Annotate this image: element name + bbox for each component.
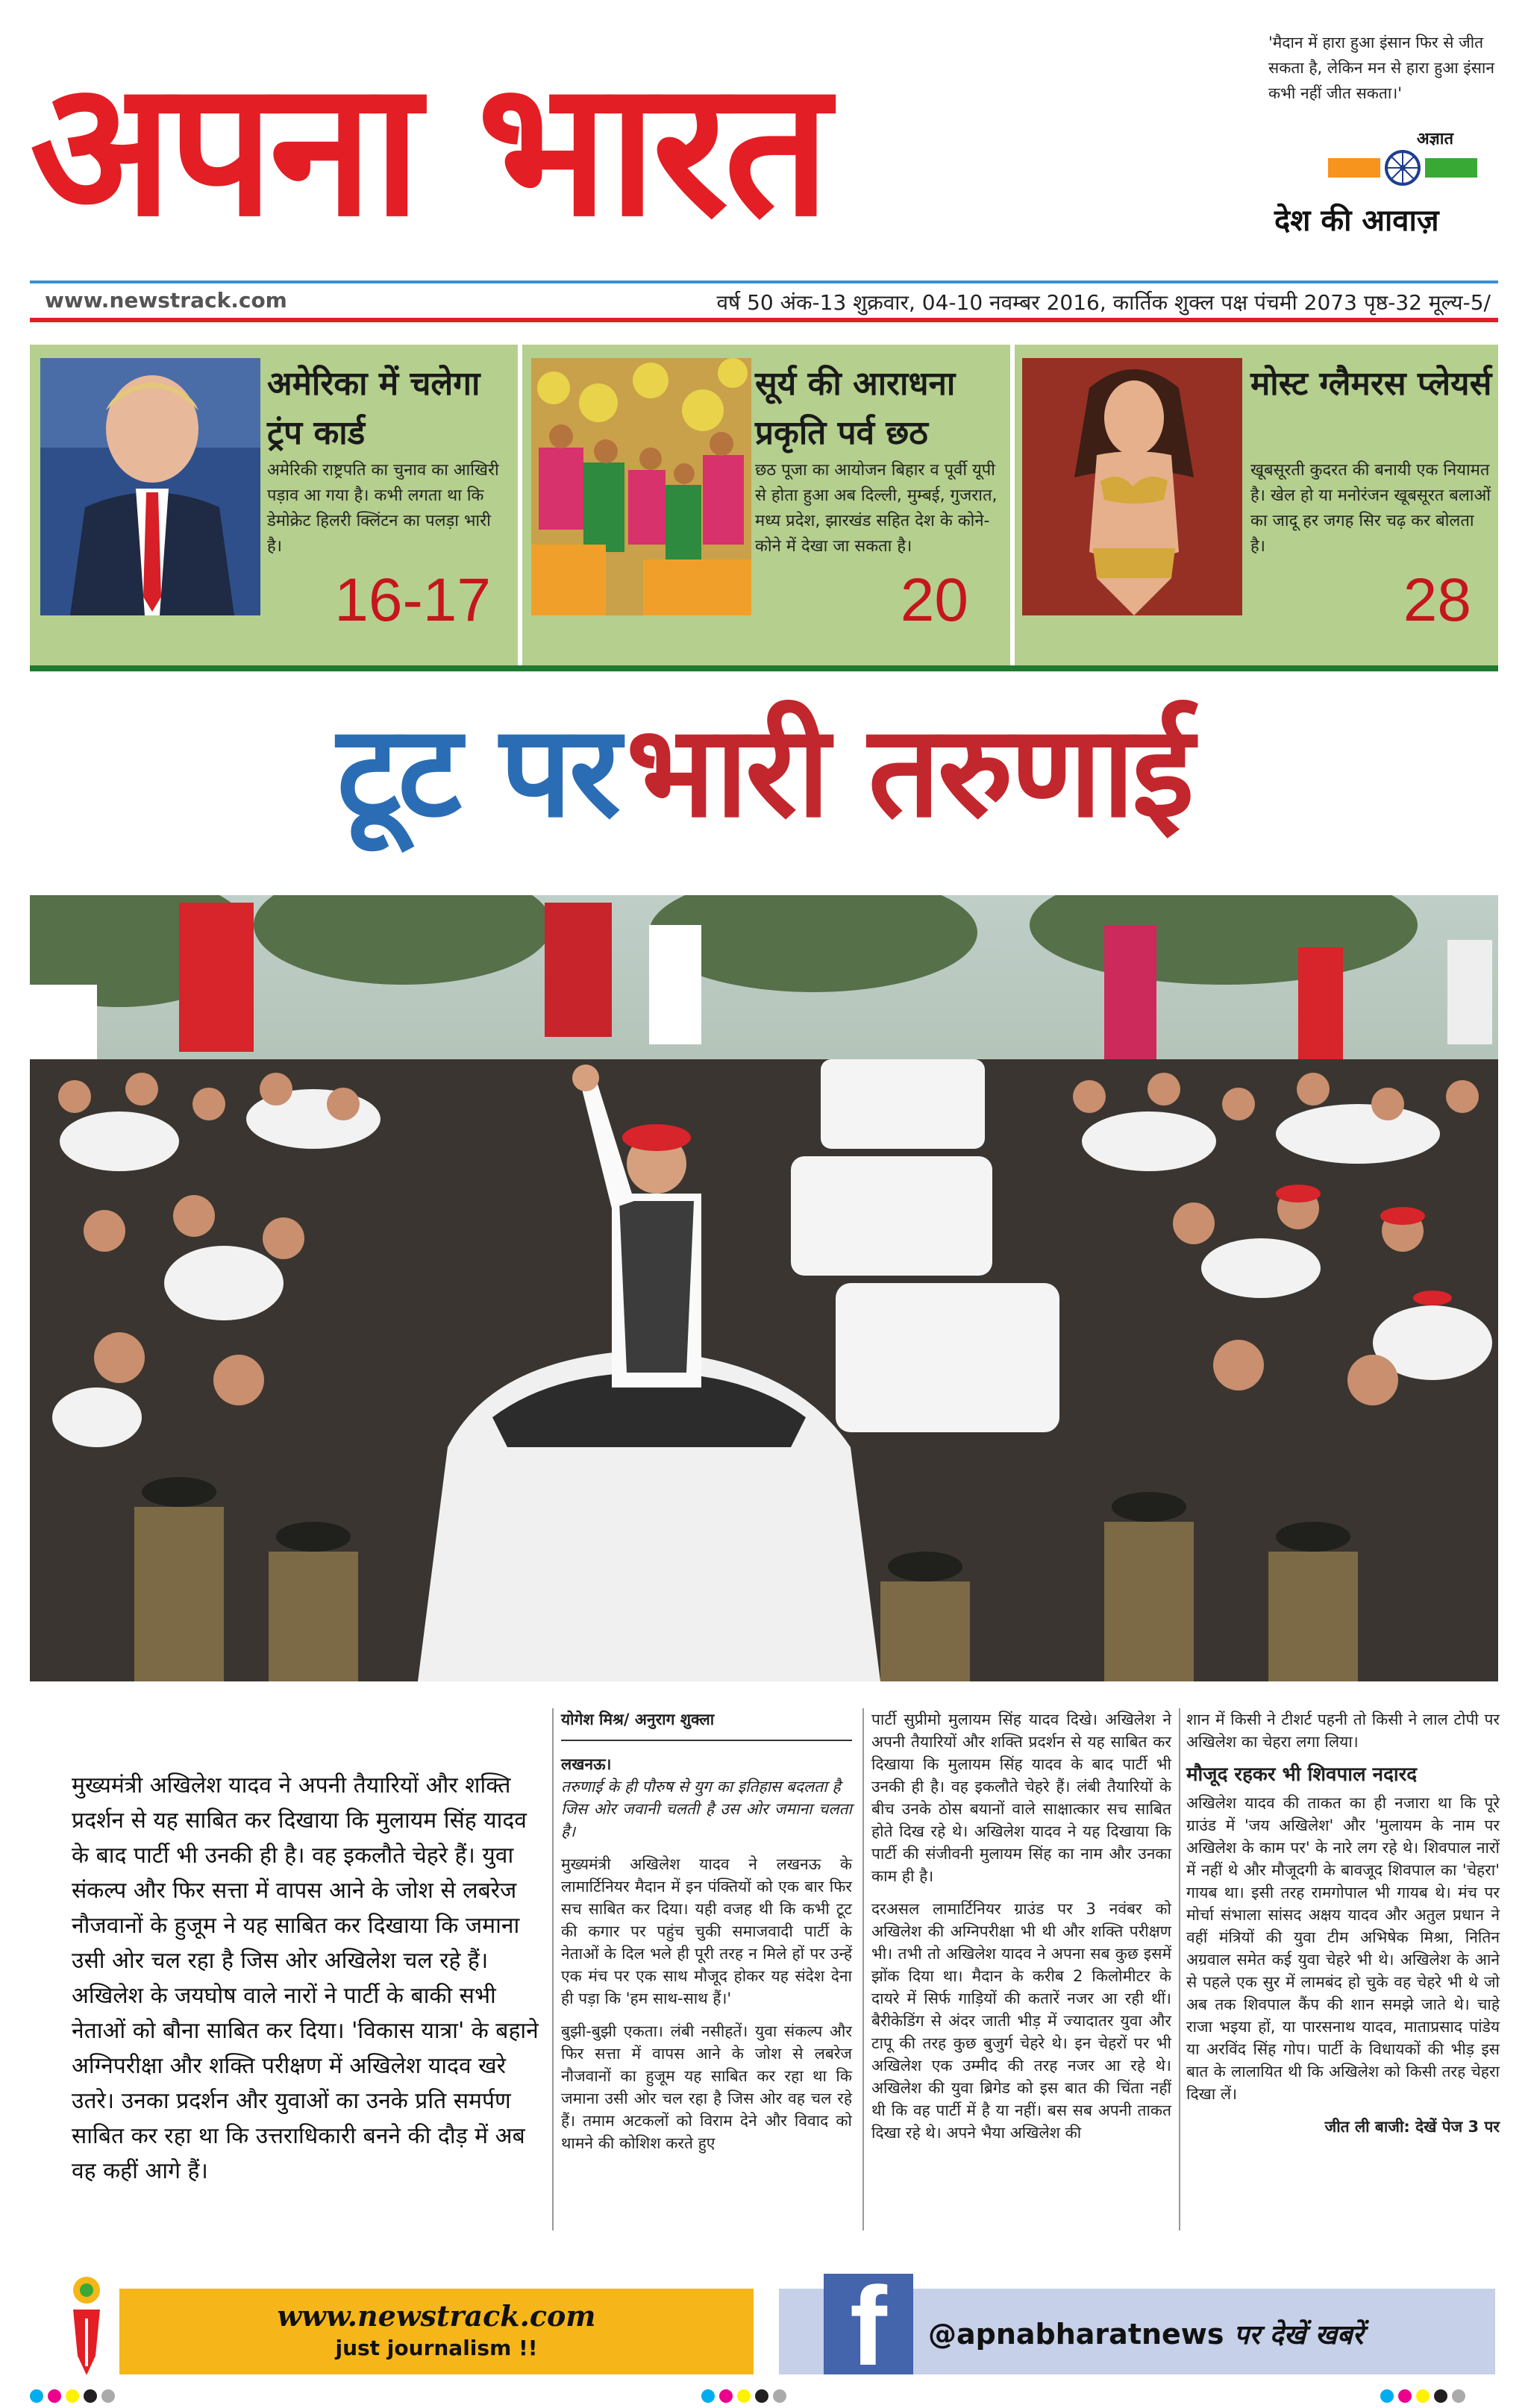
registration-dot: [755, 2389, 768, 2403]
facebook-handle[interactable]: @apnabharatnews: [928, 2318, 1224, 2351]
main-headline-blue: टूट पर: [336, 698, 619, 846]
teaser-headline: सूर्य की आराधना प्रकृति पर्व छठ: [755, 365, 956, 452]
registration-dot: [1452, 2389, 1465, 2403]
article-dateline: लखनऊ।: [561, 1755, 612, 1773]
trump-portrait-image: [40, 358, 260, 615]
newspaper-title: अपना भारत: [30, 40, 826, 257]
registration-dot: [84, 2389, 97, 2403]
article-column-1: [561, 1708, 852, 2165]
registration-dot: [773, 2389, 786, 2403]
registration-dots-right: [1380, 2389, 1465, 2404]
registration-dot: [737, 2389, 751, 2403]
chhath-crowd-image: [531, 358, 751, 615]
masthead-tagline: देश की आवाज़: [1274, 204, 1439, 238]
teaser-glamour[interactable]: [1010, 345, 1498, 665]
masthead-quote: 'मैदान में हारा हुआ इंसान फिर से जीत सकता है, लेकिन मन से हारा हुआ इंसान कभी नहीं जीत सकता।': [1268, 34, 1494, 102]
registration-dot: [66, 2389, 79, 2403]
article-column-2: [871, 1708, 1171, 2154]
article-subheading: मौजूद रहकर भी शिवपाल नदारद: [1186, 1763, 1418, 1786]
masthead-quote-author: अज्ञात: [1416, 130, 1453, 148]
teaser-trump[interactable]: [30, 345, 518, 665]
article-paragraph: पार्टी सुप्रीमो मुलायम सिंह यादव दिखे। अखिलेश ने अपनी तैयारियों और शक्ति प्रदर्शन से यह साबित कर दिखाया कि मुलायम सिंह यादव के बाद पार्टी भी उनकी ही है। वह इकलौते चेहरे हैं। लंबी तैयारियों के बीच उनके ठोस बयानों वाले साक्षात्कार सच साबित होते दिख रहे थे। अखिलेश यादव ने यह दिखाया कि पार्टी की संजीवनी मुलायम सिंह का नाम और उनका काम ही है।: [871, 1711, 1171, 1885]
article-paragraph: मुख्यमंत्री अखिलेश यादव ने लखनऊ के लामार्टिनियर मैदान में इन पंक्तियों को एक बार फिर सच साबित कर दिया। यही वजह थी कि कभी टूट की कगार पर पहुंच चुकी समाजवादी पार्टी के नेताओं के दिल भले ही पूरी तरह न मिले हों पर उन्हें एक मंच पर एक साथ मौजूद होकर यह संदेश देना ही पड़ा कि 'हम साथ-साथ हैं।': [561, 1855, 852, 2007]
teaser-page-number: 16-17: [334, 566, 491, 634]
teaser-strip: [30, 345, 1498, 671]
info-bar-top-rule: [30, 280, 1498, 283]
pen-nib-logo-icon: [57, 2274, 116, 2378]
lead-paragraph: मुख्यमंत्री अखिलेश यादव ने अपनी तैयारियों और शक्ति प्रदर्शन से यह साबित कर दिखाया कि मुलायम सिंह यादव के बाद पार्टी भी उनकी ही है। वह इकलौते चेहरे हैं। युवा संकल्प और फिर सत्ता में वापस आने के जोश से लबरेज नौजवानों के हुजूम ने यह साबित कर दिखाया कि जमाना उसी ओर चल रहा है जिस ओर अखिलेश चल रहे हैं। अखिलेश के जयघोष वाले नारों ने पार्टी के बाकी सभी नेताओं को बौना साबित कर दिया। 'विकास यात्रा' के बहाने अग्निपरीक्षा और शक्ति परीक्षण में अखिलेश यादव खरे उतरे। उनका प्रदर्शन और युवाओं का उनके प्रति समर्पण साबित कर रहा था कि उत्तराधिकारी बनने की दौड़ में अब वह कहीं आगे हैं।: [72, 1772, 539, 2184]
teaser-blurb: खूबसूरती कुदरत की बनायी एक नियामत है। खेल हो या मनोरंजन खूबसूरत बलाओं का जादू हर जगह सिर चढ़ कर बोलता है।: [1250, 461, 1491, 556]
column-divider: [552, 1708, 554, 2230]
column-divider: [862, 1708, 864, 2230]
registration-dot: [48, 2389, 61, 2403]
registration-dots-center: [701, 2389, 786, 2404]
facebook-icon: f: [824, 2274, 913, 2374]
registration-dot: [719, 2389, 733, 2403]
registration-dot: [1416, 2389, 1430, 2403]
article-column-3: [1186, 1708, 1500, 2138]
article-paragraph: अखिलेश यादव की ताकत का ही नजारा था कि पूरे ग्राउंड में 'जय अखिलेश' और 'मुलायम के नाम पर अखिलेश के काम पर' के नारे लग रहे थे। शिवपाल नारों में नहीं थे और मौजूदगी के बावजूद शिवपाल का 'चेहरा' गायब था। इसी तरह रामगोपाल भी गायब थे। मंच पर मोर्चा संभाला सांसद अक्षय यादव और अतुल प्रधान ने वहीं मंत्रियों की युवा टीम अभिषेक मिश्रा, नितिन अग्रवाल समेत कई युवा चेहरे भी थे। अखिलेश के आने से पहले एक सुर में लामबंद हो चुके वह चेहरे भी थे जो अब तक शिवपाल कैंप की शान समझे जाते थे। चाहे राजा भइया हों, या पारसनाथ यादव, माताप्रसाद पांडेय या अरविंद सिंह गोप। पार्टी के विधायकों की भीड़ इस बात के लालायित थी कि अखिलेश को किसी तरह चेहरा दिखा लें।: [1186, 1794, 1500, 2103]
main-headline: [30, 686, 1498, 858]
registration-dots-left: [30, 2389, 115, 2404]
crowd-rally-photo: [30, 895, 1498, 1681]
website-link[interactable]: www.newstrack.com: [45, 288, 287, 313]
registration-dot: [1434, 2389, 1447, 2403]
article-section: [30, 1708, 1498, 2245]
teaser-chhath[interactable]: [518, 345, 1010, 665]
registration-dot: [30, 2389, 43, 2403]
masthead: [30, 22, 1498, 276]
tricolor-chakra-icon: [1328, 149, 1477, 186]
article-paragraph: दरअसल लामार्टिनियर ग्राउंड पर 3 नवंबर को अखिलेश की अग्निपरीक्षा भी थी और शक्ति परीक्षण भी। तभी तो अखिलेश यादव ने अपना सब कुछ इसमें झोंक दिया था। मैदान के करीब 2 किलोमीटर के दायरे में सिर्फ गाड़ियों की कतारें नजर आ रही थीं। बैरीकेडिंग से अंदर जाती भीड़ में ज्यादातर युवा और टापू की तरह कुछ बुजुर्ग चेहरे थे। इन चेहरों पर भी अखिलेश एक उम्मीद की तरह नजर आ रहे थे। अखिलेश की युवा ब्रिगेड को इस बात की चिंता नहीं थी कि वह पार्टी में है या नहीं। बस सब अपनी ताकत दिखा रहे थे। अपने भैया अखिलेश की: [871, 1900, 1171, 2142]
main-headline-red: भारी तरुणाई: [626, 698, 1192, 846]
column-divider: [1179, 1708, 1180, 2230]
registration-dot: [101, 2389, 115, 2403]
article-paragraph: शान में किसी ने टीशर्ट पहनी तो किसी ने लाल टोपी पर अखिलेश का चेहरा लगा लिया।: [1186, 1711, 1500, 1751]
registration-dot: [1380, 2389, 1394, 2403]
edition-details: वर्ष 50 अंक-13 शुक्रवार, 04-10 नवम्बर 2016, कार्तिक शुक्ल पक्ष पंचमी 2073 पृष्ठ-32 मूल्य-5/: [716, 290, 1491, 315]
registration-dot: [1398, 2389, 1412, 2403]
info-bar-bottom-rule: [30, 318, 1498, 322]
teaser-blurb: छठ पूजा का आयोजन बिहार व पूर्वी यूपी से होता हुआ अब दिल्ली, मुम्बई, गुजरात, मध्य प्रदेश, झारखंड सहित देश के कोने-कोने में देखा जा सकता है।: [755, 461, 998, 556]
article-quote-line-1: तरुणाई के ही पौरुष से युग का इतिहास बदलता है: [561, 1778, 841, 1796]
teaser-headline: अमेरिका में चलेगा ट्रंप कार्ड: [267, 365, 480, 452]
teaser-page-number: 28: [1403, 566, 1471, 634]
footer-website[interactable]: www.newstrack.com: [277, 2299, 596, 2333]
footer-slogan: just journalism !!: [335, 2336, 538, 2360]
teaser-page-number: 20: [900, 566, 968, 634]
footer-banner: [30, 2263, 1498, 2389]
teaser-blurb: अमेरिकी राष्ट्रपति का चुनाव का आखिरी पड़ाव आ गया है। कभी लगता था कि डेमोक्रेट हिलरी क्लिंटन का पलड़ा भारी है।: [267, 461, 499, 556]
article-paragraph: बुझी-बुझी एकता। लंबी नसीहतें। युवा संकल्प और फिर सत्ता में वापस आने के जोश से लबरेज नौजवानों का हुजूम यह साबित कर रहा था कि जमाना उसी ओर चल रहा है जिस ओर वह चल रहे हैं। तमाम अटकलों को विराम देने और विवाद को थामने की कोशिश करते हुए: [561, 2022, 852, 2152]
continued-on-page-link[interactable]: जीत ली बाजी: देखें पेज 3 पर: [1324, 2118, 1500, 2136]
registration-dot: [701, 2389, 715, 2403]
article-quote-line-2: जिस ओर जवानी चलती है उस ओर जमाना चलता है।: [561, 1800, 852, 1840]
facebook-call-to-action: पर देखें खबरें: [1233, 2320, 1364, 2351]
footer-facebook-box[interactable]: [779, 2263, 1495, 2389]
footer-website-box[interactable]: [119, 2289, 754, 2374]
teaser-headline: मोस्ट ग्लैमरस प्लेयर्स: [1250, 365, 1492, 403]
glamour-model-image: [1022, 358, 1242, 615]
edition-info-bar: [30, 280, 1498, 322]
article-byline: योगेश मिश्र/ अनुराग शुक्ला: [561, 1708, 852, 1741]
